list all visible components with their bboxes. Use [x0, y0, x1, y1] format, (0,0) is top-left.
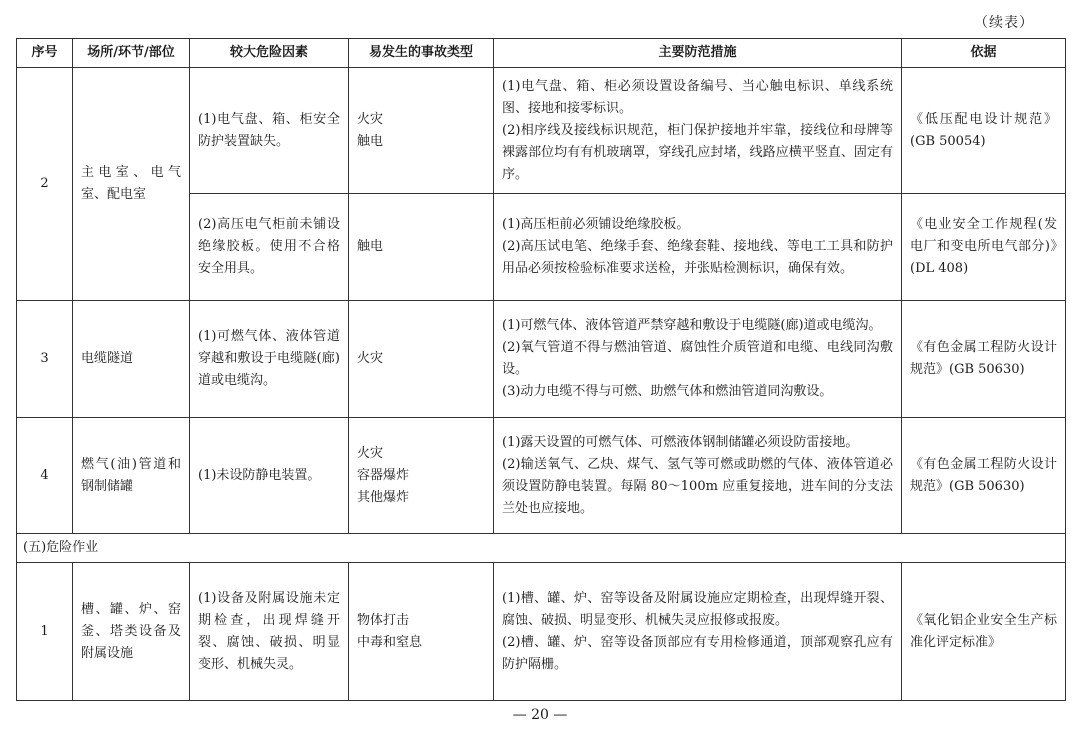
measures-cell [494, 194, 902, 301]
table-row [17, 418, 1066, 534]
hazard-cell: (1)可燃气体、液体管道穿越和敷设于电缆隧(廊)道或电缆沟。 [190, 301, 349, 418]
measures-cell [494, 68, 902, 194]
measure-item: (2)相序线及接线标识规范，柜门保护接地并牢靠，接线位和母牌等裸露部位均有有机玻璃罩，穿线孔应封堵，线路应横平竖直、固定有序。 [502, 122, 893, 182]
header-seq: 序号 [17, 39, 73, 68]
measures-cell [494, 301, 902, 418]
measure-item: (2)氧气管道不得与燃油管道、腐蚀性介质管道和电缆、电线同沟敷设。 [502, 340, 893, 377]
measure-item: (1)可燃气体、液体管道严禁穿越和敷设于电缆隧(廊)道或电缆沟。 [502, 318, 882, 333]
accident-type: 触电 [357, 239, 384, 254]
accident-type: 触电 [357, 133, 384, 149]
basis-cell: 《电业安全工作规程(发电厂和变电所电气部分)》(DL 408) [902, 194, 1066, 301]
measure-item: (2)输送氧气、乙炔、煤气、氢气等可燃或助燃的气体、液体管道必须设置防静电装置。每隔 80～100m 应重复接地，进车间的分支法兰处也应接地。 [502, 456, 893, 516]
measure-item: (1)高压柜前必须铺设绝缘胶板。 [502, 217, 690, 232]
basis-cell: 《有色金属工程防火设计规范》(GB 50630) [902, 301, 1066, 418]
accident-type: 物体打击 [357, 612, 410, 628]
continued-label: （续表） [974, 15, 1034, 31]
section-row [17, 534, 1066, 563]
measure-item: (1)电气盘、箱、柜必须设置设备编号、当心触电标识、单线系统图、接地和接零标识。 [502, 78, 893, 116]
location-cell: 燃气(油)管道和钢制储罐 [73, 418, 190, 534]
accident-cell [349, 563, 494, 701]
measures-cell [494, 563, 902, 701]
table-row [17, 301, 1066, 418]
table-row [17, 68, 1066, 194]
page-number: — 20 — [512, 707, 568, 723]
header-accident: 易发生的事故类型 [349, 39, 494, 68]
row-number: 3 [17, 301, 73, 418]
table-row [17, 563, 1066, 701]
basis-cell: 《有色金属工程防火设计规范》(GB 50630) [902, 418, 1066, 534]
measure-item: (1)槽、罐、炉、窑等设备及附属设施应定期检查，出现焊缝开裂、腐蚀、破损、明显变形、机械失灵应报修或报废。 [502, 590, 893, 628]
accident-type: 火灾 [357, 445, 384, 461]
section-title: (五)危险作业 [17, 534, 1066, 563]
basis-cell: 《氧化铝企业安全生产标准化评定标准》 [902, 563, 1066, 701]
accident-type: 火灾 [357, 351, 384, 366]
header-location: 场所/环节/部位 [73, 39, 190, 68]
accident-cell [349, 418, 494, 534]
hazard-cell: (1)电气盘、箱、柜安全防护装置缺失。 [190, 68, 349, 194]
accident-cell [349, 68, 494, 194]
accident-type: 火灾 [357, 111, 384, 127]
location-cell: 槽、罐、炉、窑釜、塔类设备及附属设施 [73, 563, 190, 701]
table-header-row [17, 39, 1066, 68]
measure-item: (1)露天设置的可燃气体、可燃液体钢制储罐必须设防雷接地。 [502, 434, 859, 450]
accident-cell [349, 301, 494, 418]
hazard-table [16, 38, 1066, 701]
accident-type: 中毒和窒息 [357, 634, 423, 650]
header-basis: 依据 [902, 39, 1066, 68]
measures-cell [494, 418, 902, 534]
accident-type: 容器爆炸 [357, 467, 410, 483]
measure-item: (2)高压试电笔、绝缘手套、绝缘套鞋、接地线、等电工工具和防护用品必须按检验标准要求送检，并张贴检测标识，确保有效。 [502, 239, 893, 276]
hazard-cell: (1)未设防静电装置。 [190, 418, 349, 534]
row-number: 4 [17, 418, 73, 534]
location-cell: 主电室、电气室、配电室 [73, 68, 190, 301]
row-number: 2 [17, 68, 73, 301]
header-hazard: 较大危险因素 [190, 39, 349, 68]
accident-type: 其他爆炸 [357, 489, 410, 505]
measure-item: (3)动力电缆不得与可燃、助燃气体和燃油管道同沟敷设。 [502, 384, 833, 399]
basis-cell: 《低压配电设计规范》(GB 50054) [902, 68, 1066, 194]
header-measures: 主要防范措施 [494, 39, 902, 68]
hazard-cell: (1)设备及附属设施未定期检查，出现焊缝开裂、腐蚀、破损、明显变形、机械失灵。 [190, 563, 349, 701]
location-cell: 电缆隧道 [73, 301, 190, 418]
row-number: 1 [17, 563, 73, 701]
accident-cell [349, 194, 494, 301]
hazard-cell: (2)高压电气柜前未铺设绝缘胶板。使用不合格安全用具。 [190, 194, 349, 301]
measure-item: (2)槽、罐、炉、窑等设备顶部应有专用检修通道，顶部观察孔应有防护隔栅。 [502, 634, 893, 672]
